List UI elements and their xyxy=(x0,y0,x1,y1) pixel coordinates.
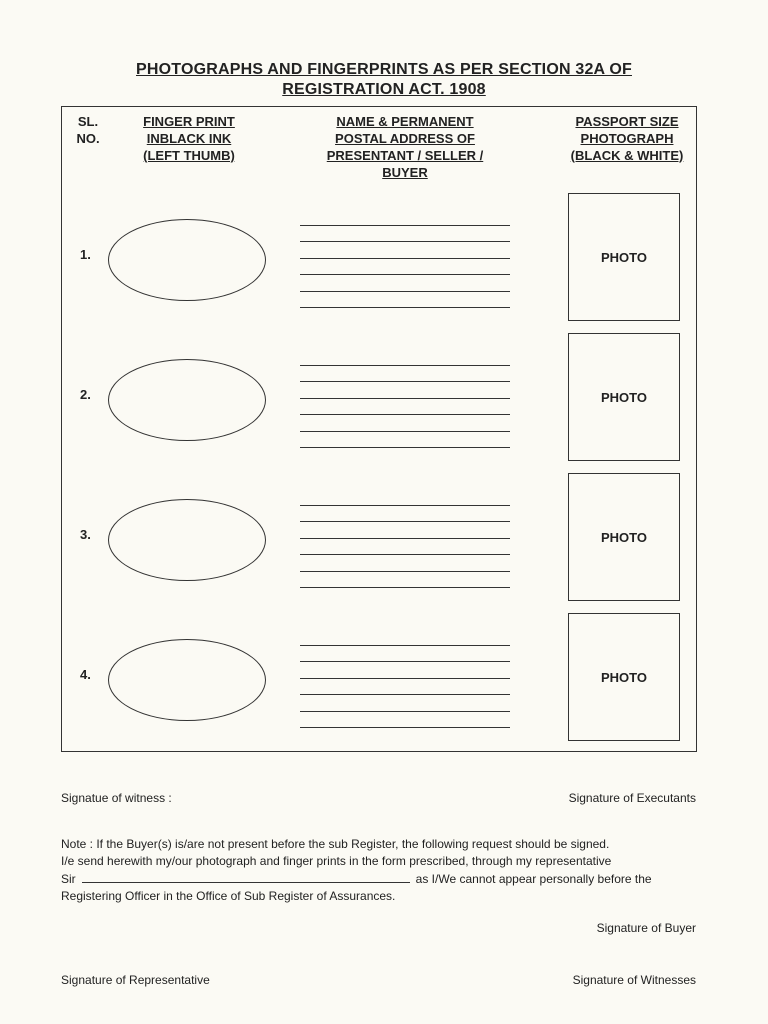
photo-box[interactable] xyxy=(568,333,680,461)
header-photo xyxy=(552,113,702,164)
photo-label: PHOTO xyxy=(601,249,647,265)
table-row xyxy=(62,613,698,753)
thumbprint-oval[interactable] xyxy=(108,359,266,441)
header-addr-line-4: BUYER xyxy=(382,165,428,180)
row-number: 2. xyxy=(80,387,91,402)
thumbprint-oval[interactable] xyxy=(108,499,266,581)
signature-representative-label: Signature of Representative xyxy=(61,973,210,987)
photo-label: PHOTO xyxy=(601,669,647,685)
table-row xyxy=(62,473,698,613)
note-paragraph xyxy=(61,836,697,905)
photo-box[interactable] xyxy=(568,613,680,741)
title-line-2: REGISTRATION ACT. 1908 xyxy=(282,81,486,98)
row-number: 1. xyxy=(80,247,91,262)
header-fp-line-1: FINGER PRINT xyxy=(143,114,235,129)
header-photo-line-2: PHOTOGRAPH xyxy=(580,131,674,146)
thumbprint-oval[interactable] xyxy=(108,639,266,721)
header-addr-line-1: NAME & PERMANENT xyxy=(336,114,474,129)
note-line-2: I/e send herewith my/our photograph and finger prints in the form prescribed, through my representative xyxy=(61,854,612,868)
table-row xyxy=(62,333,698,473)
signature-executants-label: Signature of Executants xyxy=(568,791,696,805)
header-addr-line-2: POSTAL ADDRESS OF xyxy=(335,131,475,146)
signature-buyer-label: Signature of Buyer xyxy=(596,921,696,935)
photo-box[interactable] xyxy=(568,193,680,321)
header-sl-line-2: NO. xyxy=(76,131,100,146)
address-lines[interactable] xyxy=(300,209,510,308)
table-row xyxy=(62,193,698,333)
header-addr-line-3: PRESENTANT / SELLER / xyxy=(326,148,484,163)
header-fingerprint xyxy=(120,113,258,164)
note-line-4: Registering Officer in the Office of Sub Register of Assurances. xyxy=(61,889,396,903)
note-line-3-end: as I/We cannot appear personally before the xyxy=(415,872,652,886)
signature-witnesses-label: Signature of Witnesses xyxy=(572,973,696,987)
header-photo-line-1: PASSPORT SIZE xyxy=(575,114,679,129)
header-photo-line-3: (BLACK & WHITE) xyxy=(570,148,684,163)
note-line-3 xyxy=(61,870,697,888)
representative-name-blank[interactable] xyxy=(82,870,410,883)
header-fp-line-2: INBLACK INK xyxy=(146,131,232,146)
address-lines[interactable] xyxy=(300,629,510,728)
page-title xyxy=(60,60,708,100)
registration-table xyxy=(61,106,697,752)
signature-witness-label: Signatue of witness : xyxy=(61,791,172,805)
header-sl-no xyxy=(68,113,108,147)
photo-box[interactable] xyxy=(568,473,680,601)
header-sl-line-1: SL. xyxy=(77,114,99,129)
photo-label: PHOTO xyxy=(601,529,647,545)
note-line-1: Note : If the Buyer(s) is/are not present before the sub Register, the following request should be signed. xyxy=(61,837,610,851)
header-fp-line-3: (LEFT THUMB) xyxy=(143,148,235,163)
photo-label: PHOTO xyxy=(601,389,647,405)
address-lines[interactable] xyxy=(300,489,510,588)
row-number: 3. xyxy=(80,527,91,542)
address-lines[interactable] xyxy=(300,349,510,448)
row-number: 4. xyxy=(80,667,91,682)
note-sir-label: Sir xyxy=(61,872,76,886)
header-address xyxy=(302,113,508,181)
title-line-1: PHOTOGRAPHS AND FINGERPRINTS AS PER SECTION 32A OF xyxy=(136,61,632,78)
thumbprint-oval[interactable] xyxy=(108,219,266,301)
